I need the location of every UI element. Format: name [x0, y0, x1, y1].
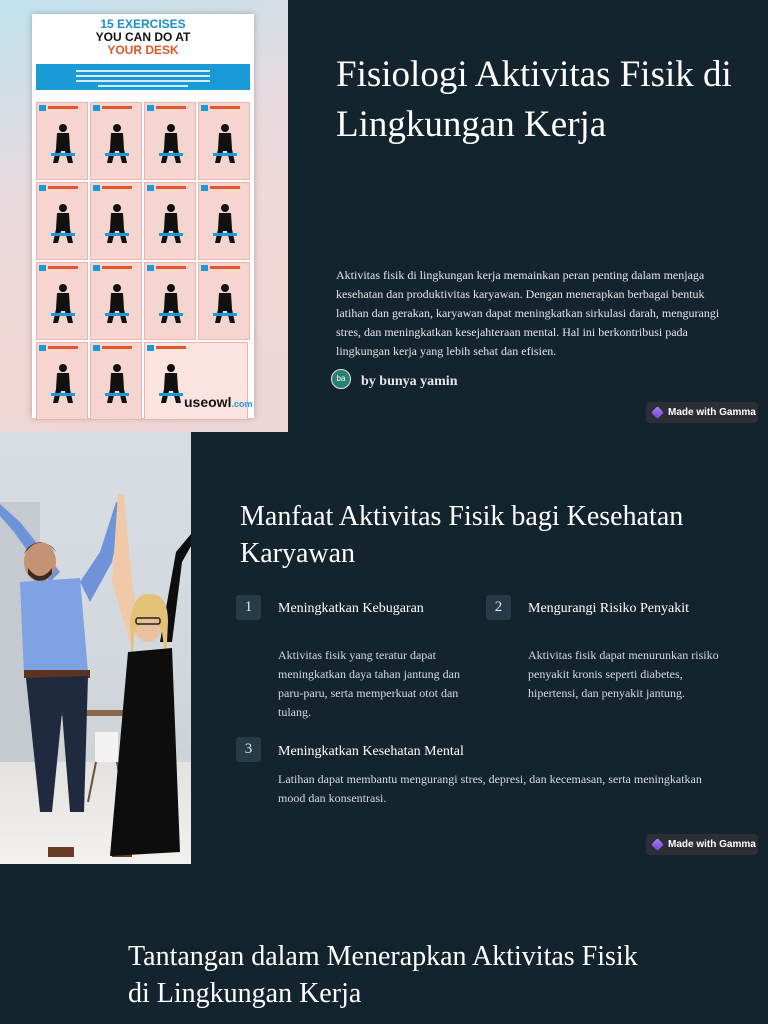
made-with-gamma-label: Made with Gamma [668, 407, 756, 418]
poster-title-line-1: 15 EXERCISES [100, 17, 186, 31]
slide-1-paragraph: Aktivitas fisik di lingkungan kerja memainkan peran penting dalam menjaga kesehatan dan produktivitas karyawan. Dengan menerapkan berbagai bentuk latihan dan gerakan, karyawan dapat meningkatkan sirkulasi darah, mengurangi stres, dan meningkatkan kesejahteraan mental. Hal ini berkontribusi pada lingkungan kerja yang lebih sehat dan efisien. [336, 268, 720, 358]
benefit-1-description: Aktivitas fisik yang teratur dapat meningkatkan daya tahan jantung dan paru-paru, serta memperkuat otot dan tulang. [278, 648, 460, 719]
benefit-3-title: Meningkatkan Kesehatan Mental [278, 744, 464, 759]
gamma-logo-icon [651, 838, 664, 851]
exercise-cell [144, 102, 196, 180]
poster-title [32, 18, 254, 57]
benefit-1-title: Meningkatkan Kebugaran [278, 601, 424, 616]
author-name: by bunya yamin [361, 374, 458, 389]
made-with-gamma-button-2[interactable] [646, 834, 758, 855]
slide-1 [0, 0, 768, 432]
poster-intro-band [36, 64, 250, 90]
exercise-cell [198, 102, 250, 180]
slide-3 [0, 864, 768, 1024]
made-with-gamma-button[interactable] [646, 402, 758, 423]
poster-brand-suffix: .com [231, 399, 253, 409]
benefit-1-number-badge: 1 [236, 595, 261, 620]
coworkers-illustration [0, 432, 191, 864]
exercise-cell [36, 262, 88, 340]
exercise-cell [90, 102, 142, 180]
poster-brand-logo [184, 394, 252, 410]
poster-title-line-3: YOUR DESK [107, 43, 179, 57]
exercise-cell [90, 262, 142, 340]
poster-title-line-2: YOU CAN DO AT [95, 30, 191, 44]
made-with-gamma-label: Made with Gamma [668, 839, 756, 850]
desk-exercises-poster-image [0, 0, 288, 432]
gamma-logo-icon [651, 406, 664, 419]
slide-3-title: Tantangan dalam Menerapkan Aktivitas Fisik di Lingkungan Kerja [128, 941, 638, 1009]
poster [32, 14, 254, 418]
slide-2 [0, 432, 768, 864]
exercise-cell [144, 262, 196, 340]
benefit-2-number-badge: 2 [486, 595, 511, 620]
exercise-cell [36, 342, 88, 420]
benefit-3-description: Latihan dapat membantu mengurangi stres, depresi, dan kecemasan, serta meningkatkan mood dan konsentrasi. [278, 772, 702, 805]
slide-2-title: Manfaat Aktivitas Fisik bagi Kesehatan Karyawan [240, 501, 684, 569]
exercise-cell [198, 182, 250, 260]
benefit-2-title: Mengurangi Risiko Penyakit [528, 601, 689, 616]
exercise-cell [198, 262, 250, 340]
stretching-coworkers-photo [0, 432, 191, 864]
benefit-2-description: Aktivitas fisik dapat menurunkan risiko penyakit kronis seperti diabetes, hipertensi, dan penyakit jantung. [528, 648, 719, 700]
exercise-cell [90, 182, 142, 260]
slide-1-title: Fisiologi Aktivitas Fisik di Lingkungan Kerja [336, 54, 732, 145]
exercise-cell [144, 182, 196, 260]
exercise-cell [36, 102, 88, 180]
exercise-cell [36, 182, 88, 260]
author-avatar: ba [331, 369, 351, 389]
exercise-cell [90, 342, 142, 420]
benefit-3-number-badge: 3 [236, 737, 261, 762]
poster-brand-name: useowl [184, 394, 232, 410]
